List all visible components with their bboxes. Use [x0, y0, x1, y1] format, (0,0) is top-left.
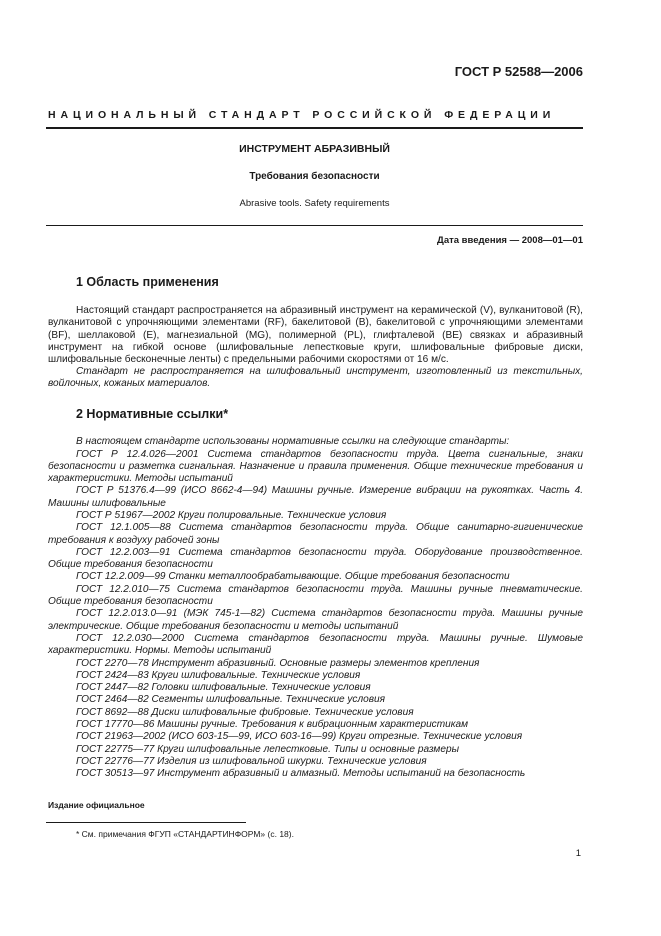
scope-exclusion-paragraph: Стандарт не распространяется на шлифовальный инструмент, изготовленный из текстильных, войлочных, кожаных материалов.	[48, 366, 583, 390]
header-divider	[46, 127, 583, 129]
reference-list	[48, 449, 583, 781]
reference-item: ГОСТ 12.2.009—99 Станки металлообрабатывающие. Общие требования безопасности	[76, 571, 510, 583]
reference-item: ГОСТ Р 51967—2002 Круги полировальные. Технические условия	[76, 509, 387, 521]
reference-item: ГОСТ 22776—77 Изделия из шлифовальной шкурки. Технические условия	[76, 755, 427, 767]
reference-item: ГОСТ 12.2.030—2000 Система стандартов безопасности труда. Машины ручные. Шумовые характеристики. Нормы. Методы испытаний	[48, 632, 583, 657]
reference-item: ГОСТ 21963—2002 (ИСО 603-15—99, ИСО 603-16—99) Круги отрезные. Технические условия	[76, 731, 523, 743]
reference-item: ГОСТ 2464—82 Сегменты шлифовальные. Технические условия	[76, 694, 386, 706]
reference-item: ГОСТ 2447—82 Головки шлифовальные. Технические условия	[76, 682, 371, 694]
section-heading-scope: 1 Область применения	[76, 275, 219, 289]
reference-item: ГОСТ 12.2.003—91 Система стандартов безопасности труда. Оборудование производственное. Общие требования безопасности	[48, 546, 583, 571]
reference-item: ГОСТ 8692—88 Диски шлифовальные фибровые. Технические условия	[76, 706, 414, 718]
footnote: * См. примечания ФГУП «СТАНДАРТИНФОРМ» (с. 18).	[76, 829, 294, 839]
footnote-divider	[46, 822, 246, 823]
reference-item: ГОСТ 2424—83 Круги шлифовальные. Технические условия	[76, 669, 361, 681]
references-intro: В настоящем стандарте использованы нормативные ссылки на следующие стандарты:	[76, 436, 510, 447]
edition-label: Издание официальное	[48, 800, 145, 810]
reference-item: ГОСТ 12.1.005—88 Система стандартов безопасности труда. Общие санитарно-гигиенические требования к воздуху рабочей зоны	[48, 522, 583, 546]
title-divider	[46, 225, 583, 226]
reference-item: ГОСТ 2270—78 Инструмент абразивный. Основные размеры элементов крепления	[76, 657, 480, 669]
section-heading-normative-references: 2 Нормативные ссылки*	[76, 407, 229, 421]
scope-paragraph: Настоящий стандарт распространяется на абразивный инструмент на керамической (V), вулканитовой (R), вулканитовой с упрочняющими элементами (RF), бакелитовой (B), бакелитовой с упрочняющими элементами (BF), шеллаковой (E), магнезиальной (MG), полимерной (PL), глифталевой (BE) связках и абразивный инструмент на гибкой основе (шлифовальные лепестковые круги, шлифовальные фибровые диски, шлифовальные бесконечные ленты) с предельными рабочими скоростями от 16 м/с.	[48, 305, 583, 366]
document-code: ГОСТ Р 52588—2006	[454, 64, 583, 79]
reference-item: ГОСТ 12.2.013.0—91 (МЭК 745-1—82) Система стандартов безопасности труда. Машины ручные электрические. Общие требования безопасности и методы испытаний	[48, 608, 583, 632]
reference-item: ГОСТ 22775—77 Круги шлифовальные лепестковые. Типы и основные размеры	[76, 743, 460, 755]
english-title: Abrasive tools. Safety requirements	[239, 198, 390, 209]
reference-item: ГОСТ 12.2.010—75 Система стандартов безопасности труда. Машины ручные пневматические. Общие требования безопасности	[48, 583, 583, 608]
document-title: ИНСТРУМЕНТ АБРАЗИВНЫЙ	[239, 143, 390, 155]
reference-item: ГОСТ 30513—97 Инструмент абразивный и алмазный. Методы испытаний на безопасность	[76, 768, 526, 780]
reference-item: ГОСТ Р 51376.4—99 (ИСО 8662-4—94) Машины ручные. Измерение вибрации на рукоятках. Часть 4. Машины шлифовальные	[48, 485, 583, 509]
reference-item: ГОСТ 17770—86 Машины ручные. Требования к вибрационным характеристикам	[76, 719, 469, 731]
document-subtitle: Требования безопасности	[249, 171, 380, 182]
introduction-date: Дата введения — 2008—01—01	[437, 235, 583, 246]
page-number: 1	[575, 848, 581, 859]
reference-item: ГОСТ Р 12.4.026—2001 Система стандартов безопасности труда. Цвета сигнальные, знаки безопасности и разметка сигнальная. Назначение и правила применения. Общие технические требования и характеристики. Методы испытаний	[48, 448, 583, 485]
national-standard-banner: НАЦИОНАЛЬНЫЙ СТАНДАРТ РОССИЙСКОЙ ФЕДЕРАЦИИ	[48, 109, 556, 121]
